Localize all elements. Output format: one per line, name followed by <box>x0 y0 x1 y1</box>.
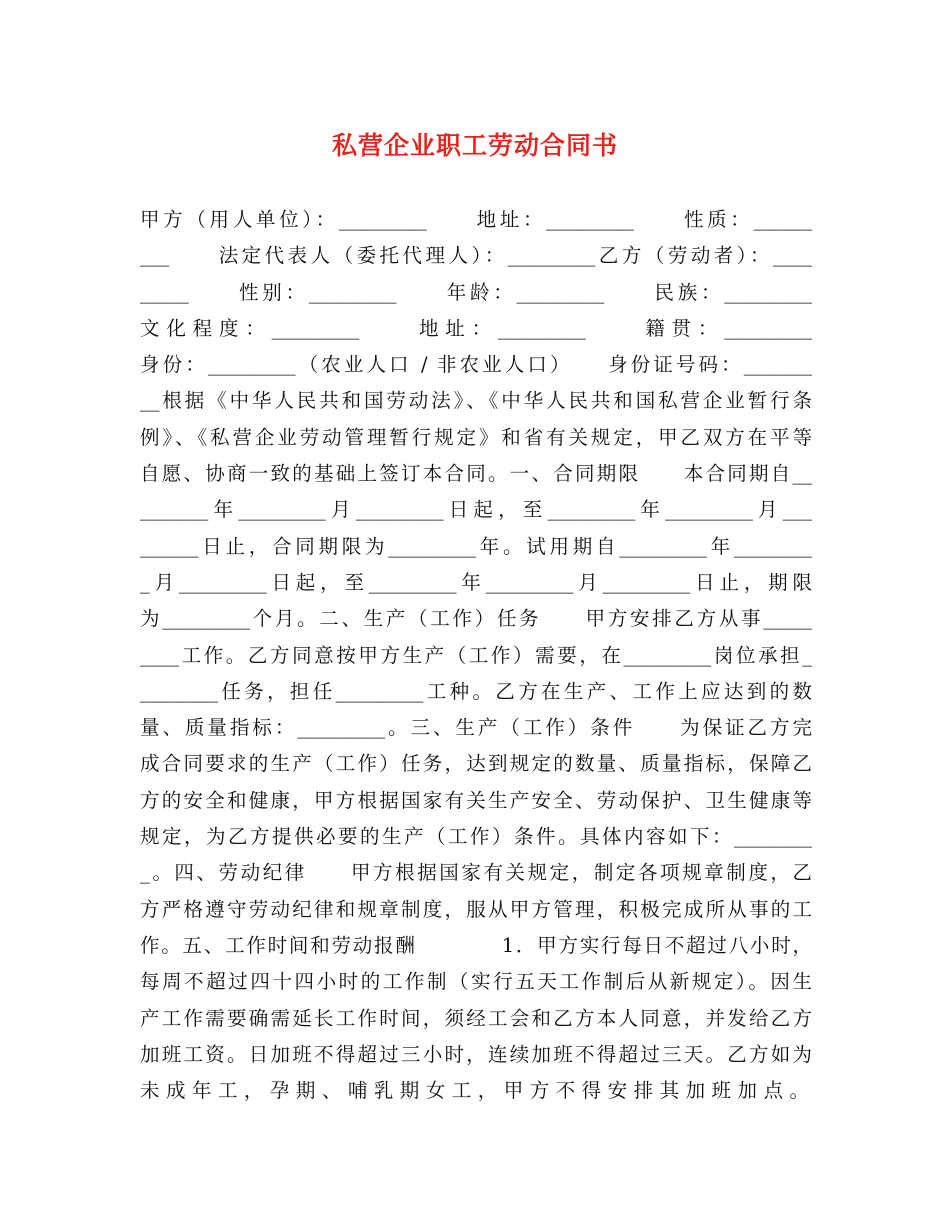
text-line: __根据《中华人民共和国劳动法》、《中华人民共和国私营企业暂行条 <box>140 389 812 413</box>
text-line: 自愿、协商一致的基础上签订本合同。一、合同期限 本合同期自__ <box>140 462 812 486</box>
text-line: ________任务，担任_________工种。乙方在生产、工作上应达到的数 <box>140 679 812 703</box>
text-line: _。四、劳动纪律 甲方根据国家有关规定，制定各项规章制度，乙 <box>140 861 812 885</box>
document-title: 私营企业职工劳动合同书 <box>331 131 618 160</box>
text-line: 作。五、工作时间和劳动报酬 1．甲方实行每日不超过八小时， <box>140 933 812 957</box>
text-line: ______日止，合同期限为_________年。试用期自_________年________ <box>140 534 812 558</box>
text-line: 方的安全和健康，甲方根据国家有关生产安全、劳动保护、卫生健康等 <box>140 788 812 812</box>
text-line: _月_________日起，至_________年_________月_________日止，期限 <box>140 570 812 594</box>
text-line: 甲方（用人单位）：_________ 地址：_________ 性质：______ <box>140 208 812 231</box>
text-line: 未成年工，孕期、哺乳期女工，甲方不得安排其加班加点。 <box>140 1079 812 1103</box>
text-line: 成合同要求的生产（工作）任务，达到规定的数量、质量指标，保障乙 <box>140 752 812 776</box>
text-line: 方严格遵守劳动纪律和规章制度，服从甲方管理，积极完成所从事的工 <box>140 897 812 921</box>
text-line: ____工作。乙方同意按甲方生产（工作）需要，在_________岗位承担_ <box>140 643 812 667</box>
text-line: 产工作需要确需延长工作时间，须经工会和乙方本人同意，并发给乙方 <box>140 1006 812 1030</box>
text-line: _____ 性别：_________ 年龄：_________ 民族：_________ <box>140 280 812 304</box>
text-line: 每周不超过四十四小时的工作制（实行五天工作制后从新规定）。因生 <box>140 970 812 994</box>
document-body <box>140 202 812 1109</box>
text-line: _______年_________月_________日起，至_________年_________月___ <box>140 498 812 522</box>
text-line: 加班工资。日加班不得超过三小时，连续加班不得超过三天。乙方如为 <box>140 1042 812 1066</box>
text-line: 例》、《私营企业劳动管理暂行规定》和省有关规定，甲乙双方在平等 <box>140 425 812 449</box>
text-line: 身份：_________（农业人口 / 非农业人口） 身份证号码：_______ <box>140 353 812 377</box>
text-line: ___ 法定代表人（委托代理人）：_________乙方（劳动者）：____ <box>140 244 812 268</box>
text-line: 文化程度：_________ 地址：_________ 籍贯：_________ <box>140 316 812 340</box>
text-line: 规定，为乙方提供必要的生产（工作）条件。具体内容如下：________ <box>140 825 812 849</box>
text-line: 为_________个月。二、生产（工作）任务 甲方安排乙方从事_____ <box>140 607 812 631</box>
text-line: 量、质量指标：_________。三、生产（工作）条件 为保证乙方完 <box>140 716 812 740</box>
